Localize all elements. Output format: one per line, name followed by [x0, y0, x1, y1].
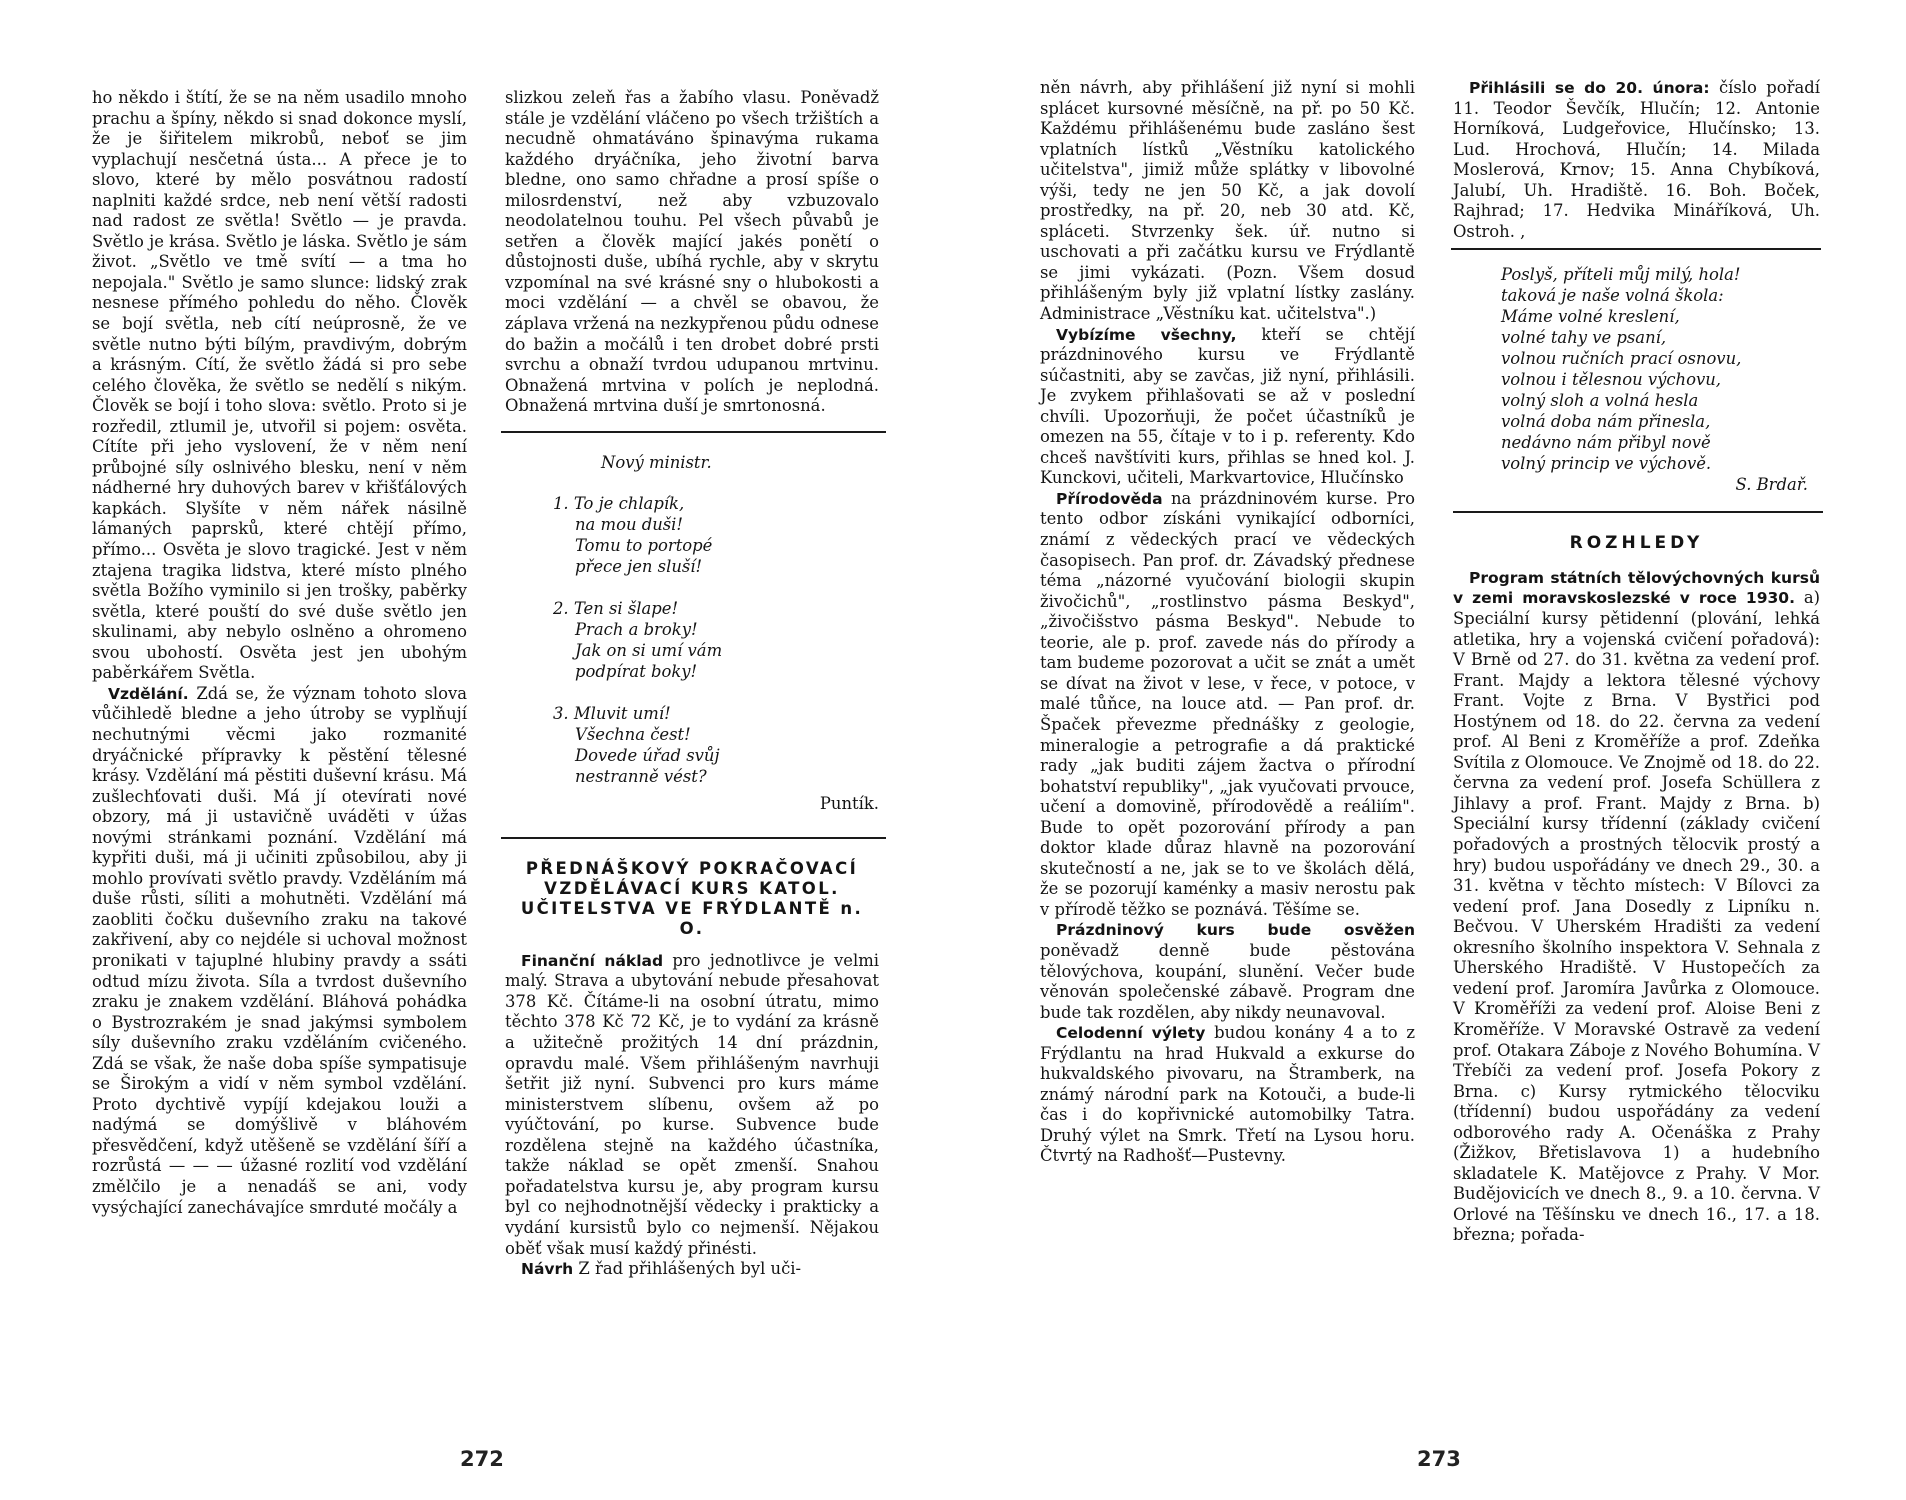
- poem-line: 1. To je chlapík,: [553, 494, 685, 514]
- paragraph-text: kteří se chtějí prázdninového kursu ve Frýdlantě súčastniti, aby se zavčas, již nyní, přihlásili. Je zvykem přihlašovati se až v poslední chvíli. Upozorňuji, že počet účastníků je omezen na 55, čítaje v to i p. referenty. Kdo chceš navštíviti kurs, přihlas se hned kol. J. Kunckovi, učiteli, Markvartovice, Hlučínsko: [1040, 324, 1415, 488]
- paragraph-continuation: něn návrh, aby přihlášení již nyní si mohli splácet kursovné měsíčně, na př. po 50 Kč. Každému přihlášenému bude zasláno šest vplatních lístků „Věstníku katolického učitelstva", jimiž může splátky v libovolné výši, tedy ne jen 50 Kč, a jak dovolí prostředky, na př. 20, neb 30 atd. Kč, spláceti. Stvrzenky šek. úř. nutno si uschovati a při začátku kursu ve Frýdlantě se jimi vykázati. (Pozn. Všem dosud přihlášeným byly již vplatní lístky zaslány. Administrace „Věstníku kat. učitelstva".): [1040, 78, 1415, 324]
- poem-line: volný sloh a volná hesla: [1501, 391, 1699, 411]
- run-in-heading: Prázdninový kurs bude osvěžen: [1056, 921, 1415, 940]
- paragraph-text: poněvadž denně bude pěstována tělovýchova, koupání, slunění. Večer bude věnován společenské zábavě. Program dne bude tak rozdělen, aby nikdy neunavoval.: [1040, 940, 1415, 1022]
- poem-line: taková je naše volná škola:: [1501, 286, 1724, 306]
- run-in-heading: Návrh: [521, 1260, 574, 1279]
- paragraph-continuation: slizkou zeleň řas a žabího vlasu. Poněvadž stále je vzdělání vláčeno po všech tržištích a necudně ohmatáváno špinavýma rukama každého dryáčníka, jeho životní barva bledne, ono samo chřadne a prosí spíše o milosrdenství, než aby vzbuzovalo neodolatelnou touhu. Pel všech půvabů je setřen a člověk mající jakés ponětí o důstojnosti duše, ubíhá rychle, aby v skrytu vzpomínal na své krásné sny o hlubokosti a moci vzdělání — a chvěl se obavou, že záplava vržená na nezkypřenou půdu odnese do bažin a močálů i ten drobet dobré prsti svrchu a obnaží tvrdou udupanou mrtvinu. Obnažená mrtvina v polích je neplodná. Obnažená mrtvina duší je smrtonosná.: [505, 88, 879, 416]
- paragraph-text: na prázdninovém kurse. Pro tento odbor získáni vynikající odborníci, známí z vědeckých prací ve vědeckých časopisech. Pan prof. dr. Závadský přednese téma „názorné vyučování biologii skupin živočichů", „rostlinstvo pásma Beskyd", „živočišstvo pásma Beskyd". Nebude to teorie, ale p. prof. zavede nás do přírody a tam budeme pozorovat a učit se znát a umět se dívat na život v lese, v řece, v potoce, v malé tůňce, na louce atd. — Pan prof. dr. Špaček převezme přednášky z geologie, mineralogie a petrografie a dá praktické rady „jak buditi zájem žactva o přírodní bohatství republiky", „jak vyučovati prvouce, učení a domovině, přírodovědě a reáliím". Bude to opět pozorování přírody a pan doktor klade důraz hlavně na pozorování skutečností a ne, jak se to ve školách dělá, že se pozorují kaménky a masiv nerostu pak v přírodě těžko se poznává. Těšíme se.: [1040, 488, 1415, 919]
- divider-rule: [1453, 511, 1823, 513]
- poem-stanza-2: [553, 598, 879, 682]
- poem-title: Nový ministr.: [601, 452, 712, 472]
- run-in-heading: Přihlásili se do 20. února:: [1469, 79, 1710, 97]
- paragraph-text: číslo pořadí 11. Teodor Ševčík, Hlučín; 12. Antonie Horníková, Ludgeřovice, Hlučínsko; 13. Lud. Hrochová, Hlučín; 14. Milada Moslerová, Krnov; 15. Anna Chybíková, Jalubí, Uh. Hradiště. 16. Boh. Boček, Rajhrad; 17. Hedvika Mináříková, Uh. Ostroh. ,: [1453, 78, 1820, 241]
- section-heading: ROZHLEDY: [1569, 533, 1704, 554]
- poem-stanza-1: [553, 493, 879, 577]
- paragraph-vzdelani: [92, 684, 467, 1218]
- paragraph-celodenni-vylety: [1040, 1023, 1415, 1167]
- paragraph-financni-naklad: [505, 951, 879, 1259]
- poem-stanza-3: [553, 703, 879, 787]
- right-page-column-2: [1453, 78, 1820, 1246]
- run-in-heading: Program státních tělovýchovných kursů v zemi moravskoslezské v roce 1930.: [1453, 568, 1820, 608]
- poem-line: volnou ručních prací osnovu,: [1501, 349, 1742, 369]
- poem-line: na mou duši!: [575, 515, 684, 535]
- right-page-column-1: [1040, 78, 1415, 1167]
- divider-rule: [501, 431, 886, 433]
- run-in-heading: Vybízíme všechny,: [1056, 325, 1237, 344]
- paragraph-prihlasili: [1453, 78, 1820, 242]
- article-heading: PŘEDNÁŠKOVÝ POKRAČOVACÍ VZDĚLÁVACÍ KURS KATOL. UČITELSTVA VE FRÝDLANTĚ n. O.: [520, 858, 864, 938]
- paragraph-svetlo: ho někdo i štítí, že se na něm usadilo mnoho prachu a špíny, někdo si snad dokonce myslí, že je šiřitelem mikrobů, neboť se jim vyplachují nesčetná ústa... A přece je to slovo, které by mělo posvátnou radostí naplniti každé srdce, neb není větší radosti nad radost ze světla! Světlo — je pravda. Světlo je krása. Světlo je láska. Světlo je sám život. „Světlo ve tmě svítí — a tma ho nepojala." Světlo je samo slunce: lidský zrak nesnese přímého pohledu do něho. Člověk se bojí světla, neb cítí neúprosně, že ve světle nutno býti bílým, pravdivým, dobrým a krásným. Cítí, že světlo žádá si pro sebe celého člověka, že světlo se nedělí s nikým. Člověk se bojí i toho slova: světlo. Proto si je rozředil, ztlumil je, utvořil si pojem: osvěta. Cítíte při jeho vyslovení, že v něm není průbojné síly oslnivého blesku, není v něm nádherné hry duhových barev v křišťálových kapkách. Slyšíte v něm nářek násilně lámaných paprsků, které chtějí přímo, přímo... Osvěta je slovo tragické. Jest v něm ztajena tragika lidstva, které místo plného světla Božího vyminilo si jen trošky, paběrky světla, které pouští do své duše světlo jen skulinami, aby nebylo oslněno a ohromeno svou ubohostí. Osvěta jest jen ubohým paběrkářem Světla.: [92, 88, 467, 683]
- page-number-right: 273: [1417, 1447, 1461, 1471]
- paragraph-prirodoveda: [1040, 489, 1415, 920]
- poem-line: Všechna čest!: [575, 725, 691, 745]
- poem-line: Tomu to portopé: [575, 536, 713, 556]
- poem-line: Dovede úřad svůj: [575, 746, 720, 766]
- left-page-column-2: [505, 88, 879, 1280]
- run-in-heading: Celodenní výlety: [1056, 1024, 1206, 1043]
- poem-line: přece jen sluší!: [575, 557, 703, 577]
- run-in-heading: Vzdělání.: [108, 684, 189, 703]
- poem-volna-skola: [1501, 264, 1820, 495]
- poem-line: volné tahy ve psaní,: [1501, 328, 1667, 348]
- divider-rule: [501, 837, 886, 839]
- poem-line: Jak on si umí vám: [575, 641, 723, 661]
- poem-line: volnou i tělesnou výchovu,: [1501, 370, 1721, 390]
- paragraph-text: pro jednotlivce je velmi malý. Strava a ubytování nebude přesahovat 378 Kč. Čítáme-li na osobní útratu, mimo těchto 378 Kč 72 Kč, je to vydání za krásně a užitečně prožitých 14 dní prázdnin, opravdu malé. Všem přihlášeným navrhuji šetřit již nyní. Subvenci pro kurs máme ministerstvem slíbenu, ovšem až po vyúčtování, po kurse. Subvence bude rozdělena stejně na každého účastníka, takže náklad se opět zmenší. Snahou pořadatelstva kursu je, aby program kursu byl co nejhodnotnější vědecky i prakticky a vydání kursistů bylo co nejmenší. Nějakou oběť však musí každý přinésti.: [505, 950, 879, 1258]
- poem-line: 2. Ten si šlape!: [553, 599, 679, 619]
- paragraph-text: a) Speciální kursy pětidenní (plování, lehká atletika, hry a vojenská cvičení pořadová): V Brně od 27. do 31. května za vedení prof. Frant. Majdy a lektora tělesné výchovy Frant. Vojte z Brna. V Bystřici pod Hostýnem od 18. do 22. června za vedení prof. Al Beni z Kroměříže a prof. Zdeňka Svítila z Olomouce. Ve Znojmě od 18. do 22. června za vedení prof. Josefa Schüllera z Jihlavy a prof. Frant. Majdy z Brna. b) Speciální kursy třídenní (základy cvičení pořadových a prostných tělocvik prostý a hry) budou uspořádány ve dnech 29., 30. a 31. května v těchto místech: V Bílovci za vedení prof. Jana Dosedly z Lipníku n. Bečvou. V Uherském Hradišti za vedení okresního školního inspektora V. Sehnala z Uherského Hradiště. V Hustopečích za vedení prof. Jaromíra Javůrka z Olomouce. V Kroměříži za vedení prof. Aloise Beni z Kroměříže. V Moravské Ostravě za vedení prof. Otakara Záboje z Nového Bohumína. V Třebíči za vedení prof. Josefa Pokory z Brna. c) Kursy rytmického tělocviku (třídenní) budou uspořádány za vedení odborového rady A. Očenáška z Prahy (Žižkov, Břetislavova 1) a hudebního skladatele K. Matějovce z Prahy. V Mor. Budějovicích ve dnech 8., 9. a 10. června. V Orlové na Těšínsku ve dnech 16., 17. a 18. března; pořada-: [1453, 588, 1820, 1245]
- divider-rule: [1451, 248, 1821, 250]
- poem-signature: Puntík.: [819, 794, 879, 814]
- poem-line: podpírat boky!: [575, 662, 698, 682]
- poem-line: volná doba nám přinesla,: [1501, 412, 1711, 432]
- paragraph-navrh: [505, 1259, 879, 1280]
- left-page-column-1: [92, 88, 467, 1218]
- poem-line: nestranně vést?: [575, 767, 707, 787]
- run-in-heading: Finanční náklad: [521, 951, 664, 970]
- poem-signature: S. Brdař.: [1735, 475, 1808, 495]
- poem-line: 3. Mluvit umí!: [553, 704, 671, 724]
- poem-line: volný princip ve výchově.: [1501, 454, 1712, 474]
- paragraph-vybizime: [1040, 325, 1415, 489]
- page-number-left: 272: [460, 1447, 504, 1471]
- poem-line: Poslyš, příteli můj milý, hola!: [1501, 265, 1741, 285]
- paragraph-text: Z řad přihlášených byl uči-: [573, 1259, 802, 1279]
- poem-line: Prach a broky!: [575, 620, 698, 640]
- paragraph-prazdninovy-kurs: [1040, 920, 1415, 1023]
- paragraph-text: Zdá se, že význam tohoto slova vůčihledě bledne a jeho útroby se vyplňují nechutnými věcmi jako rozmanité dryáčnické přípravky k pěstění tělesné krásy. Vzdělání má pěstiti duševní krásu. Má zušlechťovati duši. Má jí otevírati nové obzory, má ji ustavičně uváděti v úžas novými stránkami poznání. Vzdělání má kypřiti duši, má ji učiniti způsobilou, aby ji mohlo provívati světlo pravdy. Vzděláním má duše růsti, síliti a mohutněti. Vzdělání má zaobliti čočku duševního zraku na takové zakřivení, aby co nejdéle si uchoval možnost pronikati v tajuplné hlubiny pravdy a ssáti odtud mízu života. Síla a tvrdost duševního zraku je znakem vzdělání. Bláhová pohádka o Bystrozrakém je snad jakýmsi symbolem síly duševního zraku vzděláním cvičeného. Zdá se však, že naše doba spíše sympatisuje se Širokým a vidí v něm symbol vzdělání. Proto dychtivě vypíjí kdejakou louži a nadýmá se domýšlivě v bláhovém přesvědčení, když utěšeně se vzdělání šíří a rozrůstá — — — úžasné rozlití vod vzdělání změlčilo je a nenadáš se ani, vody vysýchající zanechávajíce smrduté močály a: [92, 683, 467, 1217]
- run-in-heading: Přírodověda: [1056, 489, 1163, 508]
- paragraph-text: budou konány 4 a to z Frýdlantu na hrad Hukvald a exkurse do hukvaldského pivovaru, na Štramberk, na známý národní park na Kotouči, a bude-li čas i do kopřivnické automobilky Tatra. Druhý výlet na Smrk. Třetí na Lysou horu. Čtvrtý na Radhošť—Pustevny.: [1040, 1023, 1415, 1166]
- paragraph-program-kursu: [1453, 568, 1820, 1246]
- poem-line: nedávno nám přibyl nově: [1501, 433, 1711, 453]
- poem-line: Máme volné kreslení,: [1501, 307, 1680, 327]
